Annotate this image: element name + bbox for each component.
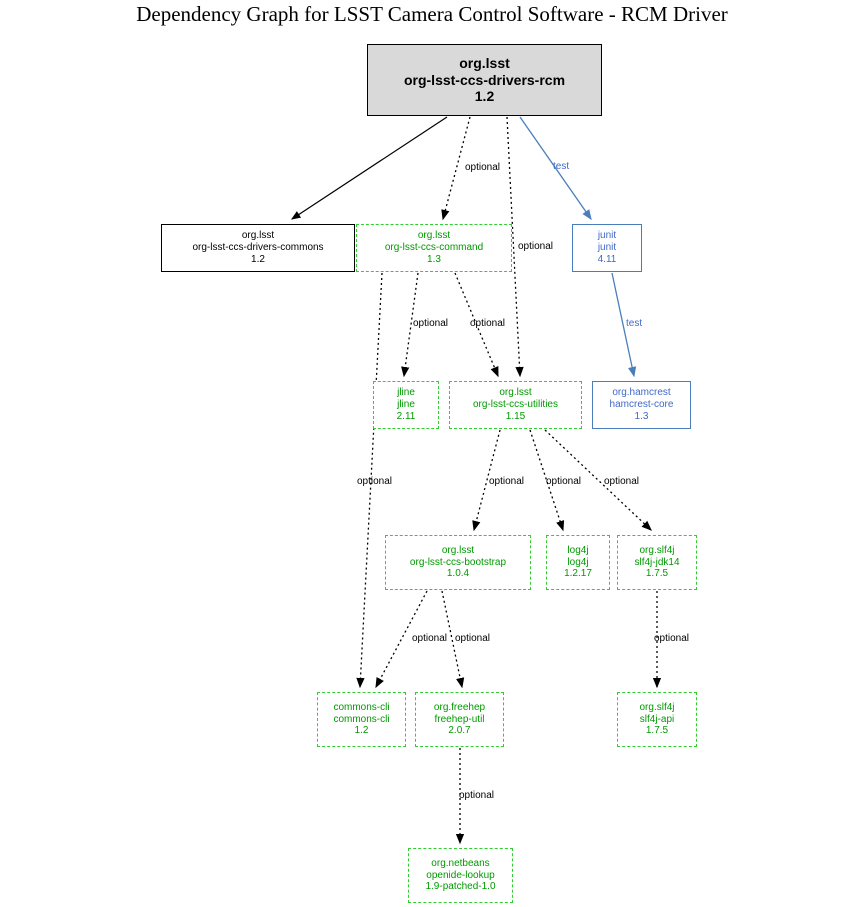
node-line: 1.3	[634, 410, 649, 422]
node-line: 1.9-patched-1.0	[425, 881, 496, 893]
node-hamcrest-core[interactable]	[592, 381, 691, 429]
node-line: org.slf4j	[639, 544, 675, 556]
node-line: 1.7.5	[645, 568, 669, 580]
node-line: org.lsst	[241, 230, 275, 242]
edge-label-optional: optional	[455, 633, 491, 644]
edge-label-optional: optional	[654, 633, 690, 644]
edge-label-optional: optional	[357, 476, 393, 487]
node-line: freehep-util	[434, 713, 485, 725]
node-line: org.lsst	[459, 55, 510, 72]
node-line: 1.2.17	[564, 568, 592, 580]
node-org-lsst-ccs-command[interactable]	[356, 224, 512, 272]
node-line: org-lsst-ccs-bootstrap	[409, 556, 507, 568]
node-line: org.lsst	[499, 387, 532, 399]
node-line: slf4j-api	[639, 713, 675, 725]
node-slf4j-api[interactable]	[617, 692, 697, 747]
edge-label-test: test	[626, 318, 643, 329]
node-line: 2.11	[396, 410, 416, 422]
node-line: log4j	[567, 556, 589, 568]
node-line: junit	[597, 242, 617, 254]
node-line: org-lsst-ccs-drivers-commons	[192, 242, 324, 254]
node-line: jline	[397, 399, 415, 411]
node-line: 1.2	[474, 88, 495, 105]
edge-label-optional: optional	[489, 476, 525, 487]
node-commons-cli[interactable]	[317, 692, 406, 747]
node-line: hamcrest-core	[609, 399, 674, 411]
edge-label-optional: optional	[604, 476, 640, 487]
edge-label-test: test	[553, 161, 570, 172]
node-line: log4j	[567, 544, 589, 556]
node-org-lsst-ccs-utilities[interactable]	[449, 381, 582, 429]
node-org-lsst-ccs-bootstrap[interactable]	[385, 535, 531, 590]
edge-label-optional: optional	[465, 162, 501, 173]
node-line: 2.0.7	[448, 725, 471, 737]
node-line: org.netbeans	[431, 857, 490, 869]
edge-label-optional: optional	[412, 633, 448, 644]
node-org-lsst-ccs-drivers-rcm[interactable]	[367, 44, 602, 116]
edge-label-optional: optional	[546, 476, 582, 487]
node-line: org.freehep	[433, 701, 486, 713]
node-line: org-lsst-ccs-drivers-rcm	[403, 71, 566, 88]
node-line: slf4j-jdk14	[634, 556, 680, 568]
node-jline[interactable]	[373, 381, 439, 429]
node-line: org.lsst	[417, 230, 451, 242]
node-line: 1.2	[354, 725, 369, 737]
node-line: 1.7.5	[645, 725, 669, 737]
node-line: junit	[597, 230, 617, 242]
node-line: commons-cli	[333, 701, 390, 713]
node-line: 4.11	[597, 253, 617, 265]
node-line: org.lsst	[441, 544, 475, 556]
node-line: org-lsst-ccs-utilities	[472, 399, 558, 411]
node-openide-lookup[interactable]	[408, 848, 513, 903]
node-log4j[interactable]	[546, 535, 610, 590]
node-line: 1.2	[251, 253, 265, 265]
node-slf4j-jdk14[interactable]	[617, 535, 697, 590]
edge-rcm-drivers-commons	[292, 117, 447, 219]
node-line: org.hamcrest	[612, 387, 671, 399]
page-title: Dependency Graph for LSST Camera Control Software - RCM Driver	[136, 2, 728, 26]
edge-label-optional: optional	[470, 318, 506, 329]
edge-label-optional: optional	[413, 318, 449, 329]
node-org-lsst-ccs-drivers-commons[interactable]	[161, 224, 355, 272]
node-line: org-lsst-ccs-command	[384, 242, 484, 254]
edge-label-optional: optional	[518, 241, 554, 252]
node-line: 1.3	[427, 253, 441, 265]
node-line: org.slf4j	[639, 701, 675, 713]
node-line: openide-lookup	[426, 869, 495, 881]
node-line: 1.15	[505, 410, 526, 422]
node-junit[interactable]	[572, 224, 642, 272]
node-line: 1.0.4	[446, 568, 470, 580]
edge-label-optional: optional	[459, 790, 495, 801]
node-line: commons-cli	[333, 713, 390, 725]
node-line: jline	[397, 387, 415, 399]
node-freehep-util[interactable]	[415, 692, 504, 747]
